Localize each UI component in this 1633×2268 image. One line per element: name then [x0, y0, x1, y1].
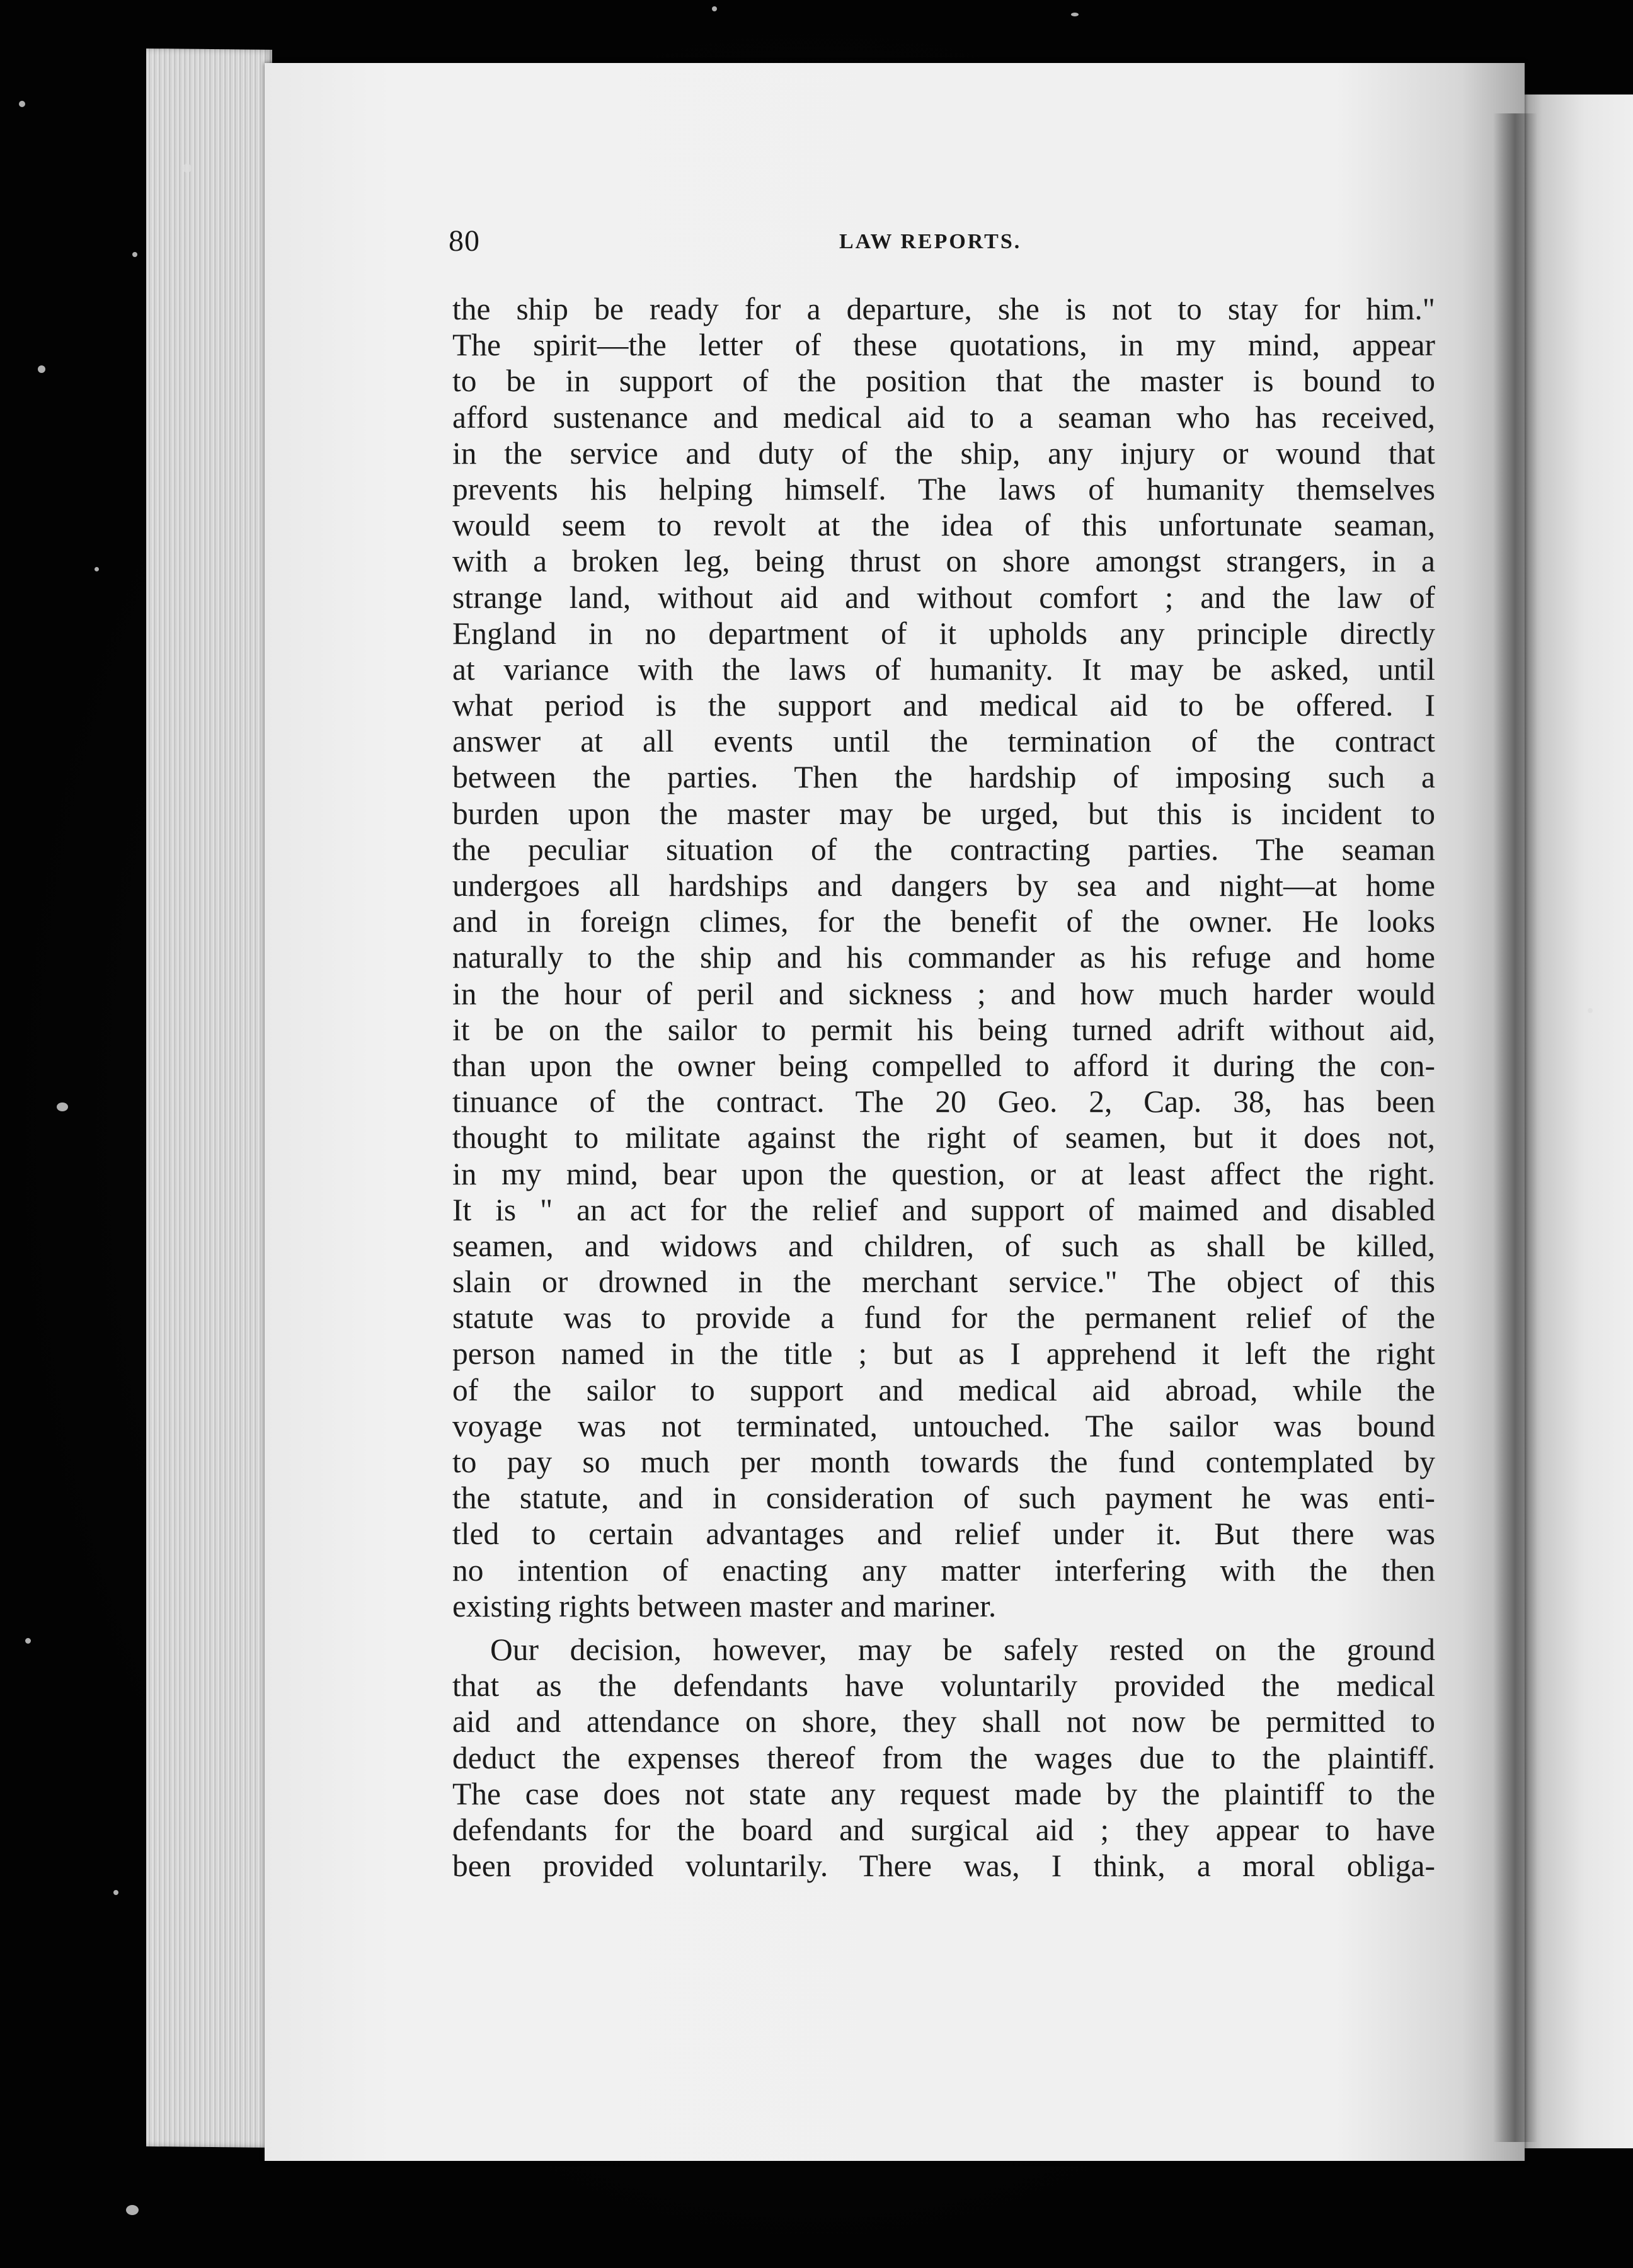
- text-line: England in no department of it upholds any principle directly: [452, 616, 1435, 651]
- text-line: no intention of enacting any matter interfering with the then: [452, 1552, 1435, 1588]
- text-line: seamen, and widows and children, of such as shall be killed,: [452, 1228, 1435, 1263]
- text-line: Our decision, however, may be safely rested on the ground: [490, 1632, 1435, 1667]
- text-line: of the sailor to support and medical aid abroad, while the: [452, 1372, 1435, 1407]
- text-line: and in foreign climes, for the benefit of the owner. He looks: [452, 904, 1435, 939]
- text-line: the ship be ready for a departure, she is not to stay for him.": [452, 292, 1435, 326]
- text-line: statute was to provide a fund for the permanent relief of the: [452, 1300, 1435, 1336]
- dust-speck: [132, 252, 137, 257]
- dust-speck: [57, 1102, 68, 1111]
- text-line: to pay so much per month towards the fund contemplated by: [452, 1445, 1435, 1479]
- text-line: burden upon the master may be urged, but this is incident to: [452, 796, 1435, 831]
- page-header: [449, 224, 1419, 268]
- text-line: slain or drowned in the merchant service." The object of this: [452, 1264, 1435, 1300]
- text-line: to be in support of the position that the master is bound to: [452, 364, 1435, 399]
- text-line: would seem to revolt at the idea of this unfortunate seaman,: [452, 508, 1435, 543]
- dust-speck: [19, 101, 25, 107]
- text-line: in the hour of peril and sickness ; and how much harder would: [452, 976, 1435, 1011]
- text-line: in my mind, bear upon the question, or at least affect the right.: [452, 1156, 1435, 1191]
- text-line: tled to certain advantages and relief under it. But there was: [452, 1516, 1435, 1552]
- dust-speck: [1071, 13, 1079, 16]
- text-line: afford sustenance and medical aid to a seaman who has received,: [452, 399, 1435, 435]
- page-number: 80: [449, 224, 480, 258]
- text-line: deduct the expenses thereof from the wages due to the plaintiff.: [452, 1740, 1435, 1775]
- text-line: it be on the sailor to permit his being turned adrift without aid,: [452, 1012, 1435, 1047]
- dust-speck: [95, 567, 99, 571]
- dust-speck: [1588, 1008, 1593, 1013]
- text-line: defendants for the board and surgical aid ; they appear to have: [452, 1812, 1435, 1847]
- text-line: the peculiar situation of the contracting parties. The seaman: [452, 832, 1435, 867]
- text-line: strange land, without aid and without comfort ; and the law of: [452, 580, 1435, 615]
- running-head: LAW REPORTS.: [839, 230, 1022, 253]
- text-line: naturally to the ship and his commander as his refuge and home: [452, 940, 1435, 975]
- dust-speck: [126, 2205, 139, 2215]
- page-edges: [146, 49, 272, 2148]
- text-line: with a broken leg, being thrust on shore amongst strangers, in a: [452, 544, 1435, 579]
- text-line: that as the defendants have voluntarily provided the medical: [452, 1668, 1435, 1704]
- book-gutter-shadow: [1493, 113, 1537, 2142]
- text-line: than upon the owner being compelled to afford it during the con-: [452, 1048, 1435, 1083]
- text-line: what period is the support and medical aid to be offered. I: [452, 688, 1435, 723]
- text-line: answer at all events until the termination of the contract: [452, 724, 1435, 759]
- text-line: undergoes all hardships and dangers by sea and night—at home: [452, 868, 1435, 903]
- text-line: between the parties. Then the hardship of imposing such a: [452, 760, 1435, 795]
- dust-speck: [712, 6, 717, 11]
- text-line: prevents his helping himself. The laws of humanity themselves: [452, 471, 1435, 507]
- text-line: The case does not state any request made by the plaintiff to the: [452, 1776, 1435, 1811]
- paragraph-gap: [452, 1624, 1435, 1632]
- dust-speck: [38, 365, 45, 373]
- dust-speck: [25, 1638, 31, 1644]
- text-line: in the service and duty of the ship, any injury or wound that: [452, 435, 1435, 471]
- text-line: the statute, and in consideration of such payment he was enti-: [452, 1480, 1435, 1516]
- text-line: thought to militate against the right of seamen, but it does not,: [452, 1120, 1435, 1155]
- text-line: at variance with the laws of humanity. It may be asked, until: [452, 651, 1435, 687]
- dust-speck: [183, 164, 192, 173]
- dust-speck: [113, 1890, 118, 1895]
- text-line: The spirit—the letter of these quotations, in my mind, appear: [452, 328, 1435, 363]
- text-line: been provided voluntarily. There was, I think, a moral obliga-: [452, 1848, 1435, 1884]
- text-line: person named in the title ; but as I apprehend it left the right: [452, 1336, 1435, 1372]
- text-line: existing rights between master and mariner.: [452, 1588, 997, 1624]
- text-line: tinuance of the contract. The 20 Geo. 2, Cap. 38, has been: [452, 1084, 1435, 1120]
- body-text: [452, 291, 1435, 1884]
- text-line: voyage was not terminated, untouched. The sailor was bound: [452, 1408, 1435, 1443]
- text-line: It is " an act for the relief and support of maimed and disabled: [452, 1192, 1435, 1227]
- text-line: aid and attendance on shore, they shall not now be permitted to: [452, 1704, 1435, 1739]
